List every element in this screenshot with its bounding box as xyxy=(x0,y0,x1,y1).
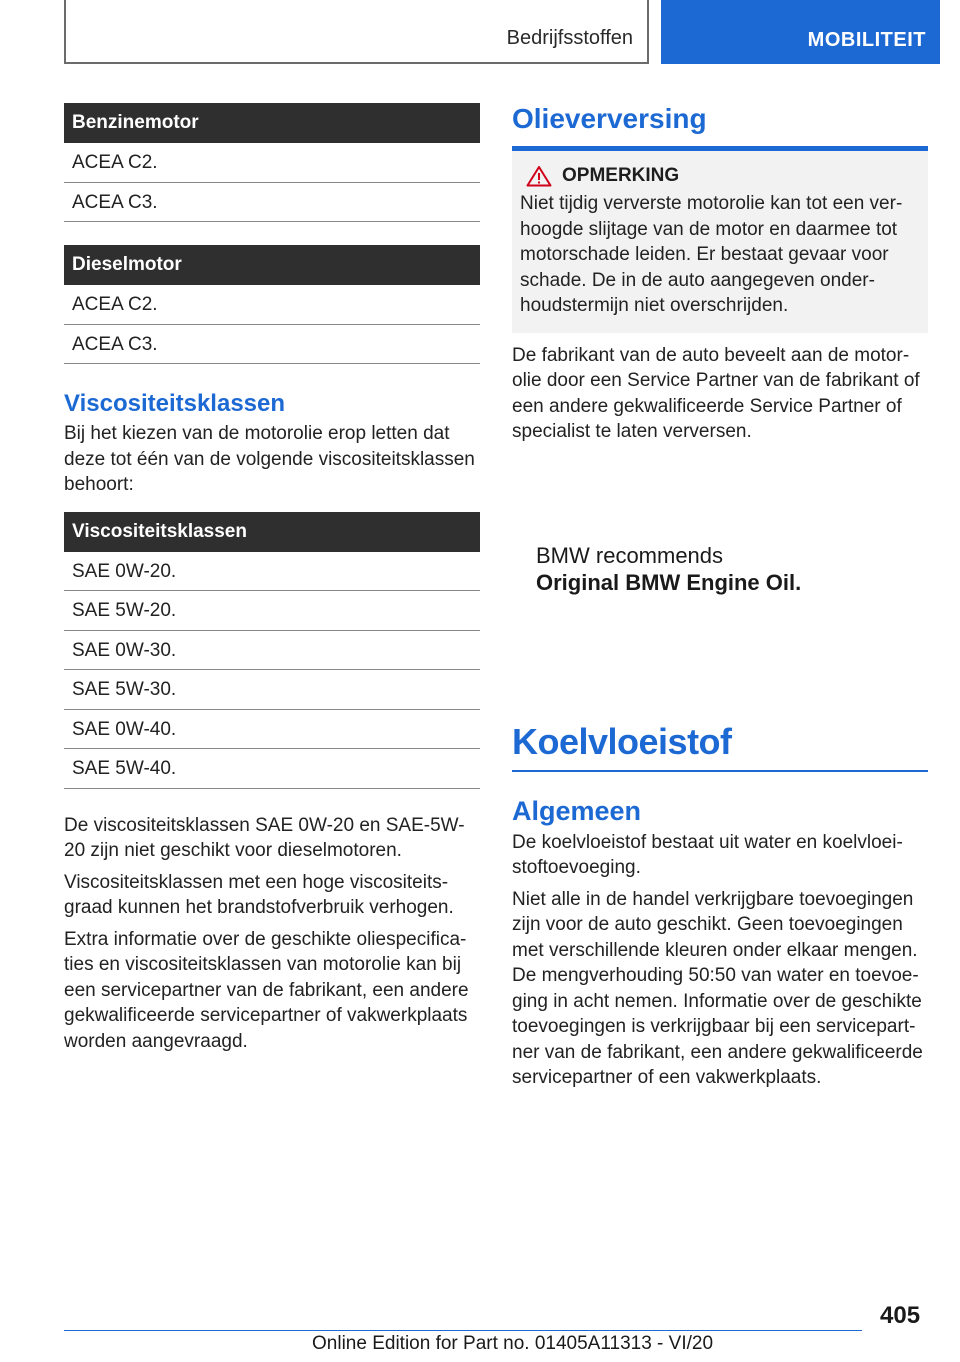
table-row: SAE 5W-20. xyxy=(64,591,480,631)
viscosity-table xyxy=(64,512,480,789)
section-tab xyxy=(64,0,649,64)
chapter-title: MOBILITEIT xyxy=(807,29,926,51)
footer-rule xyxy=(64,1330,862,1331)
table-row: ACEA C3. xyxy=(64,325,480,365)
table-header: Dieselmotor xyxy=(64,245,480,285)
table-row: SAE 0W-30. xyxy=(64,631,480,671)
bmw-line-1: BMW recommends xyxy=(536,542,724,568)
bmw-line-2: Original BMW Engine Oil. xyxy=(536,569,802,595)
paragraph: De viscositeitsklassen SAE 0W-20 en SAE-5W-20 zijn niet geschikt voor dieselmotoren. xyxy=(64,814,465,861)
chapter-tab xyxy=(661,0,940,64)
bmw-oil-logo xyxy=(512,543,928,596)
notice-box xyxy=(512,151,928,333)
paragraph: De fabrikant van de auto beveelt aan de motorolie door een Service Partner van de fabrikant of een andere gekwalificeerde Service Partner of specialist te laten verversen. xyxy=(512,344,920,442)
table-row: SAE 0W-20. xyxy=(64,552,480,592)
paragraph: De koelvloeistof bestaat uit water en koelvloeistoftoevoeging. xyxy=(512,831,903,878)
paragraph: Extra informatie over de geschikte oliespecificaties en viscositeitsklassen van motorolie kan bij een servicepartner van de fabrikant, een andere gekwalificeerde servicepartner of vakwerkplaats worden aangevraagd. xyxy=(64,928,469,1052)
warning-triangle-icon xyxy=(526,165,552,187)
notice-title: OPMERKING xyxy=(562,165,680,186)
table-row: SAE 5W-30. xyxy=(64,670,480,710)
notice-text: Niet tijdig ververste motorolie kan tot een verhoogde slijtage van de motor en daarmee tot motorschade leiden. Er bestaat gevaar voor schade. De in de auto aangegeven onderhoudstermijn niet overschrijden. xyxy=(520,193,903,316)
viscosity-heading: Viscositeitsklassen xyxy=(64,390,286,417)
table-header: Viscositeitsklassen xyxy=(64,512,480,552)
notice-title-row xyxy=(520,165,920,187)
table-row: ACEA C2. xyxy=(64,143,480,183)
table-row: ACEA C3. xyxy=(64,183,480,223)
heading-rule xyxy=(512,770,928,772)
viscosity-intro: Bij het kiezen van de motorolie erop letten dat deze tot één van de volgende viscositeitsklassen behoort: xyxy=(64,423,475,495)
paragraph: Viscositeitsklassen met een hoge viscositeitsgraad kunnen het brandstofverbruik verhogen. xyxy=(64,871,454,918)
table-row: SAE 5W-40. xyxy=(64,749,480,789)
petrol-table xyxy=(64,103,480,222)
oil-change-heading: Olieverversing xyxy=(512,103,707,134)
table-header: Benzinemotor xyxy=(64,103,480,143)
section-title: Bedrijfsstoffen xyxy=(506,27,633,49)
left-column xyxy=(64,103,480,1054)
diesel-table xyxy=(64,245,480,364)
edition-text: Online Edition for Part no. 01405A11313 - VI/20 xyxy=(312,1333,714,1354)
page-number: 405 xyxy=(880,1302,921,1329)
table-row: ACEA C2. xyxy=(64,285,480,325)
paragraph: Niet alle in de handel verkrijgbare toevoegingen zijn voor de auto geschikt. Geen toevoegingen met verschillende kleuren onder elkaar mengen. De mengverhouding 50:50 van water en toevoeging in acht nemen. Informatie over de geschikte toevoegingen is verkrijgbaar bij een servicepartner van de fabrikant, een andere gekwalificeerde servicepartner of een vakwerkplaats. xyxy=(512,888,923,1088)
right-column xyxy=(512,100,928,1091)
table-row: SAE 0W-40. xyxy=(64,710,480,750)
general-heading: Algemeen xyxy=(512,795,642,826)
coolant-heading: Koelvloeistof xyxy=(512,720,732,762)
